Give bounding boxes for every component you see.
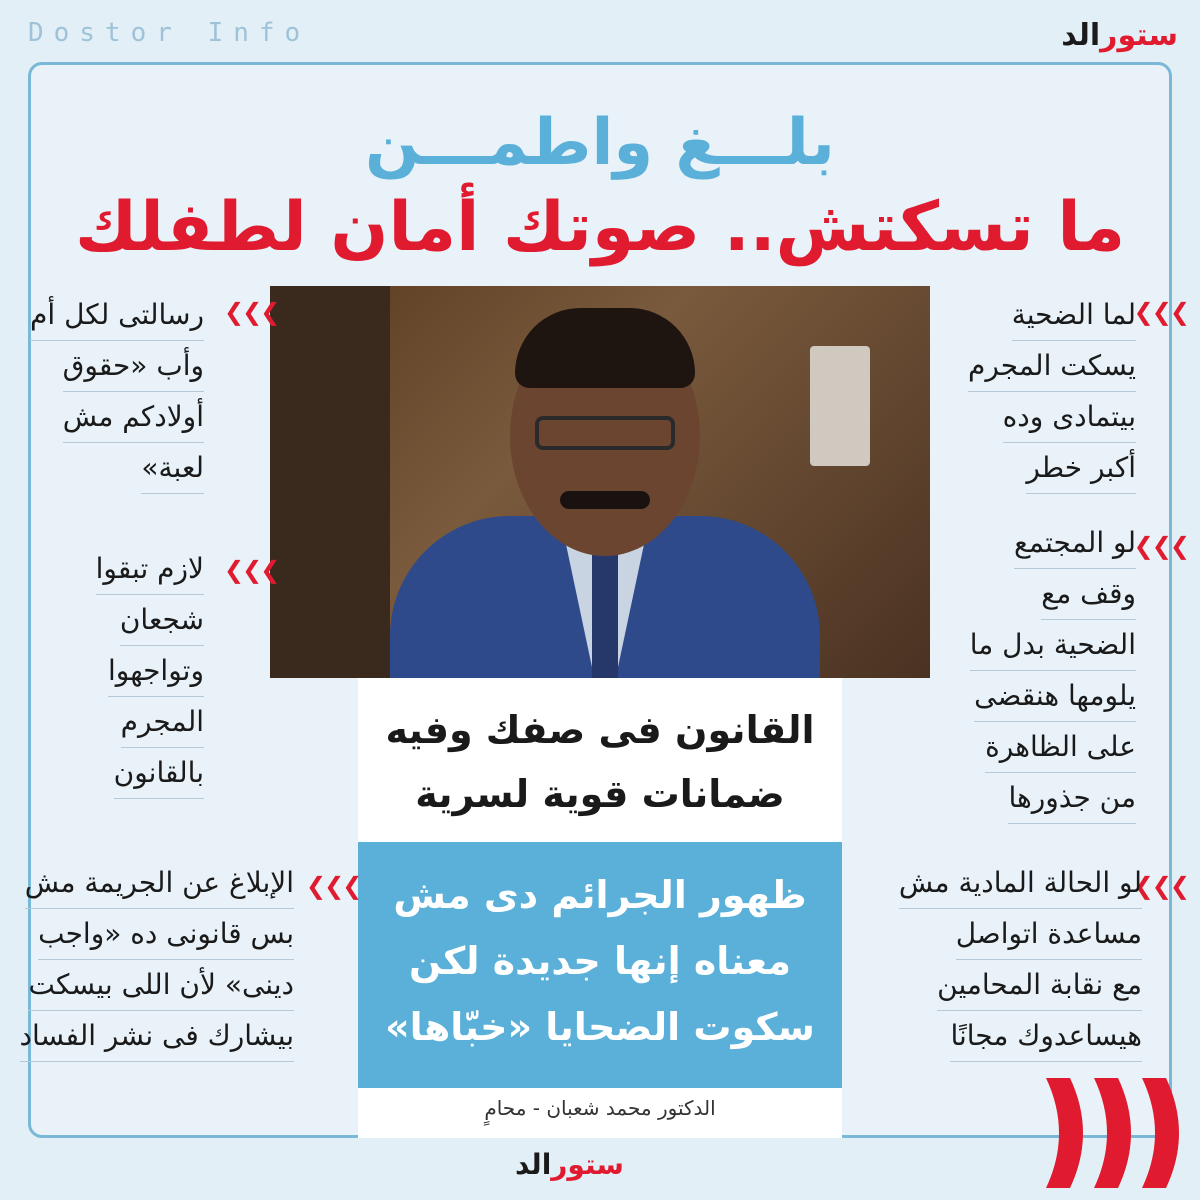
dostor-logo-bottom: ستورالد [515, 1148, 624, 1181]
left-point-1: رسالتى لكل أم وأب «حقوق أولادكم مش لعبة» [30, 290, 204, 494]
bullet-icon: ❯❯❯ [224, 298, 279, 326]
bullet-icon: ❯❯❯ [1133, 532, 1188, 560]
left-point-2: لازم تبقوا شجعان وتواجهوا المجرم بالقانون [96, 544, 204, 799]
center-quote-card [358, 678, 842, 1138]
headline-report: بلـــغ واطمـــن [365, 106, 835, 180]
author-caption: الدكتور محمد شعبان - محامٍ [484, 1096, 716, 1120]
right-point-2: لو المجتمع وقف مع الضحية بدل ما يلومها هنقضى على الظاهرة من جذورها [970, 518, 1136, 824]
bullet-icon: ❯❯❯ [306, 872, 361, 900]
law-statement: القانون فى صفك وفيه ضمانات قوية لسرية [385, 708, 815, 816]
dostor-chevron-mark-icon [1036, 1078, 1186, 1188]
right-point-1: لما الضحية يسكت المجرم بيتمادى وده أكبر خطر [968, 290, 1136, 494]
bullet-icon: ❯❯❯ [1133, 872, 1188, 900]
wall-switch-icon [810, 346, 870, 466]
glasses-icon [535, 416, 675, 450]
dostor-info-watermark: Dostor Info [28, 18, 311, 48]
headline-dont-stay-silent: ما تسكتش.. صوتك أمان لطفلك [74, 188, 1126, 267]
bullet-icon: ❯❯❯ [224, 556, 279, 584]
lawyer-portrait-photo [270, 286, 930, 678]
highlight-quote-box: ظهور الجرائم دى مش معناه إنها جديدة لكن سكوت الضحايا «خبّاها» [358, 842, 842, 1088]
dostor-logo-top: ستورالد [1061, 18, 1178, 53]
bullet-icon: ❯❯❯ [1133, 298, 1188, 326]
right-point-3: لو الحالة المادية مش مساعدة اتواصل مع نقابة المحامين هيساعدوك مجانًا [899, 858, 1142, 1062]
left-point-3: الإبلاغ عن الجريمة مش بس قانونى ده «واجب دينى» لأن اللى بيسكت بيشارك فى نشر الفساد [20, 858, 294, 1062]
